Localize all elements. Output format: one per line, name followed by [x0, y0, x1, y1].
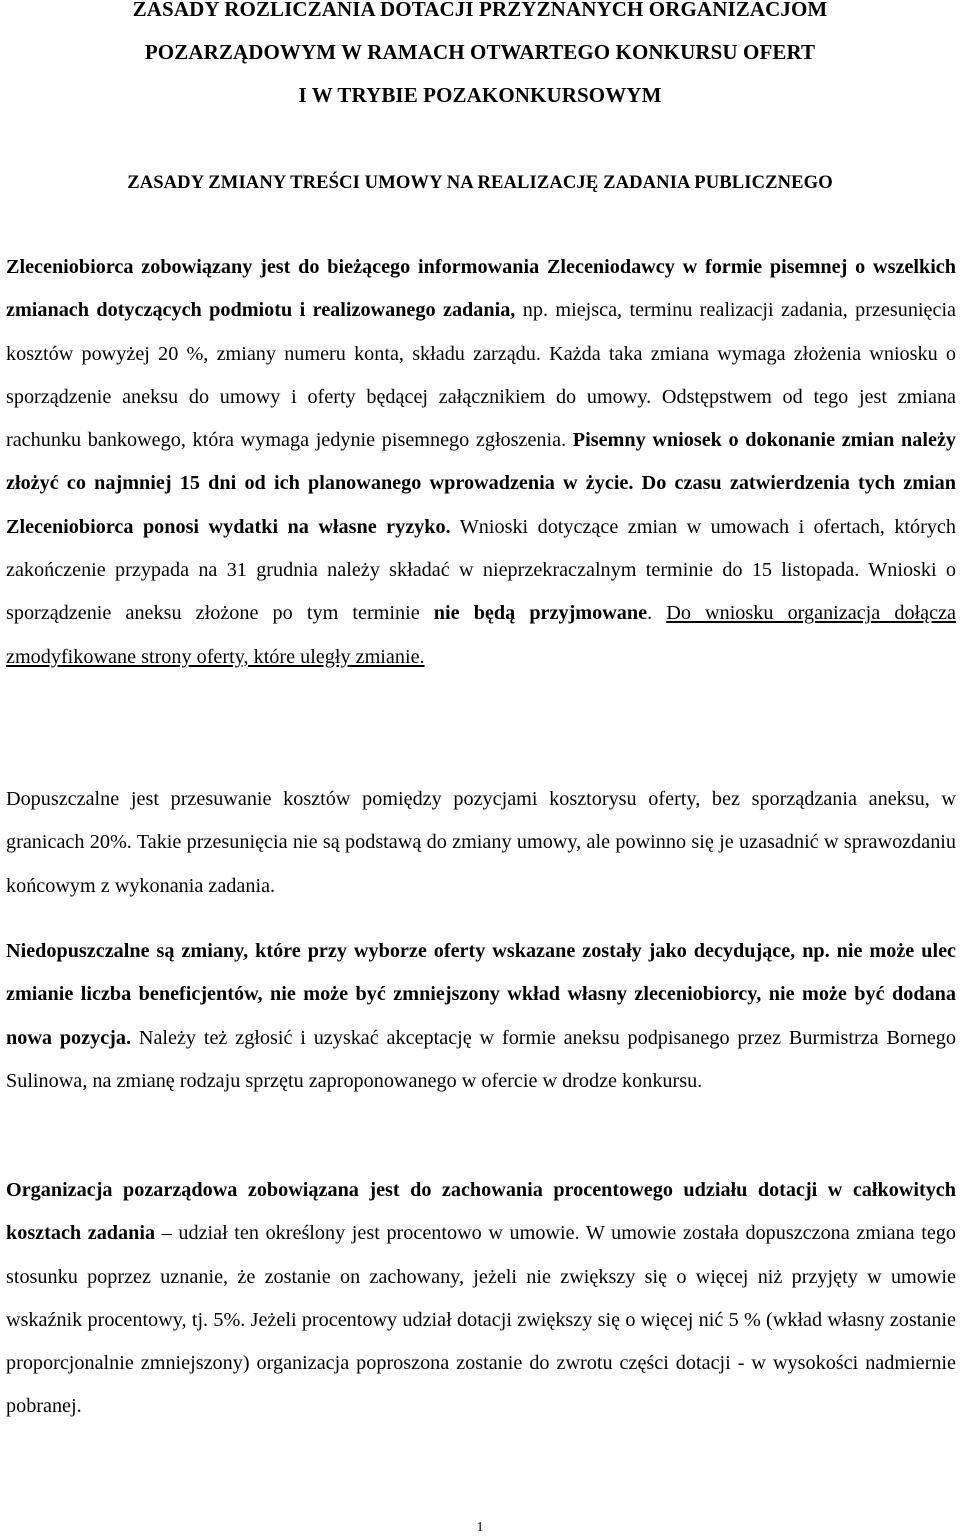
text-run: – udział ten określony jest procentowo w umowie. W umowie została dopuszczona zmiana tego stosunku poprzez uznanie, że zostanie on zachowany, jeżeli nie zwiększy się o więcej niż przyjęty w umowie wskaźnik procentowy, tj. 5%. Jeżeli procentowy udział dotacji zwiększy się o więcej nić 5 % (wkład własny zostanie proporcjonalnie zmniejszony) organizacja poproszona zostanie do zwrotu części dotacji - w wysokości nadmiernie pobranej.: [6, 1222, 956, 1418]
section-heading: ZASADY ZMIANY TREŚCI UMOWY NA REALIZACJĘ ZADANIA PUBLICZNEGO: [127, 172, 833, 193]
text-run: Należy też zgłosić i uzyskać akceptację w formie aneksu podpisanego przez Burmistrza Bornego Sulinowa, na zmianę rodzaju sprzętu zaproponowanego w ofercie w drodze konkursu.: [6, 1026, 956, 1092]
title-line: ZASADY ROZLICZANIA DOTACJI PRZYZNANYCH ORGANIZACJOM: [132, 0, 828, 21]
text-run: Pisemny wniosek o dokonanie zmian należy złożyć co najmniej 15 dni od ich planowanego wprowadzenia w życie. Do czasu zatwierdzenia tych zmian Zleceniobiorca ponosi wydatki na własne ryzyko.: [6, 429, 956, 538]
text-run: .: [647, 602, 667, 625]
paragraph-prohibited-changes: [6, 930, 956, 1103]
document-title: [0, 0, 960, 117]
text-run: Dopuszczalne jest przesuwanie kosztów pomiędzy pozycjami kosztorysu oferty, bez sporządzania aneksu, w granicach 20%. Takie przesunięcia nie są podstawą do zmiany umowy, ale powinno się je uzasadnić w sprawozdaniu końcowym z wykonania zadania.: [6, 788, 956, 897]
page-number: 1: [476, 1520, 484, 1535]
text-run: Niedopuszczalne są zmiany, które przy wyborze oferty wskazane zostały jako decydujące, np. nie może ulec zmianie liczba beneficjentów, nie może być zmniejszony wkład własny zleceniobiorcy, nie może być dodana nowa pozycja.: [6, 940, 956, 1049]
text-run: Zleceniobiorca zobowiązany jest do bieżącego informowania Zleceniodawcy w formie pisemnej o wszelkich zmianach dotyczących podmiotu i realizowanego zadania,: [6, 256, 956, 322]
text-run: nie będą przyjmowane: [433, 602, 648, 625]
text-run: Organizacja pozarządowa zobowiązana jest do zachowania procentowego udziału dotacji w całkowitych kosztach zadania: [6, 1179, 956, 1245]
text-run: Wnioski dotyczące zmian w umowach i ofertach, których zakończenie przypada na 31 grudnia należy składać w nieprzekraczalnym terminie do 15 listopada. Wnioski o sporządzenie aneksu złożone po tym terminie: [6, 515, 956, 625]
text-run: Do wniosku organizacja dołącza zmodyfikowane strony oferty, które uległy zmianie.: [6, 602, 956, 668]
paragraph-change-notification: [6, 246, 956, 679]
paragraph-cost-shifting: [6, 778, 956, 908]
title-line: I W TRYBIE POZAKONKURSOWYM: [298, 83, 662, 107]
paragraph-grant-share: [6, 1169, 956, 1429]
title-line: POZARZĄDOWYM W RAMACH OTWARTEGO KONKURSU OFERT: [144, 40, 816, 64]
text-run: np. miejsca, terminu realizacji zadania, przesunięcia kosztów powyżej 20 %, zmiany numeru konta, składu zarządu. Każda taka zmiana wymaga złożenia wniosku o sporządzenie aneksu do umowy i oferty będącej załącznikiem do umowy. Odstępstwem od tego jest zmiana rachunku bankowego, która wymaga jedynie pisemnego zgłoszenia.: [6, 299, 957, 452]
